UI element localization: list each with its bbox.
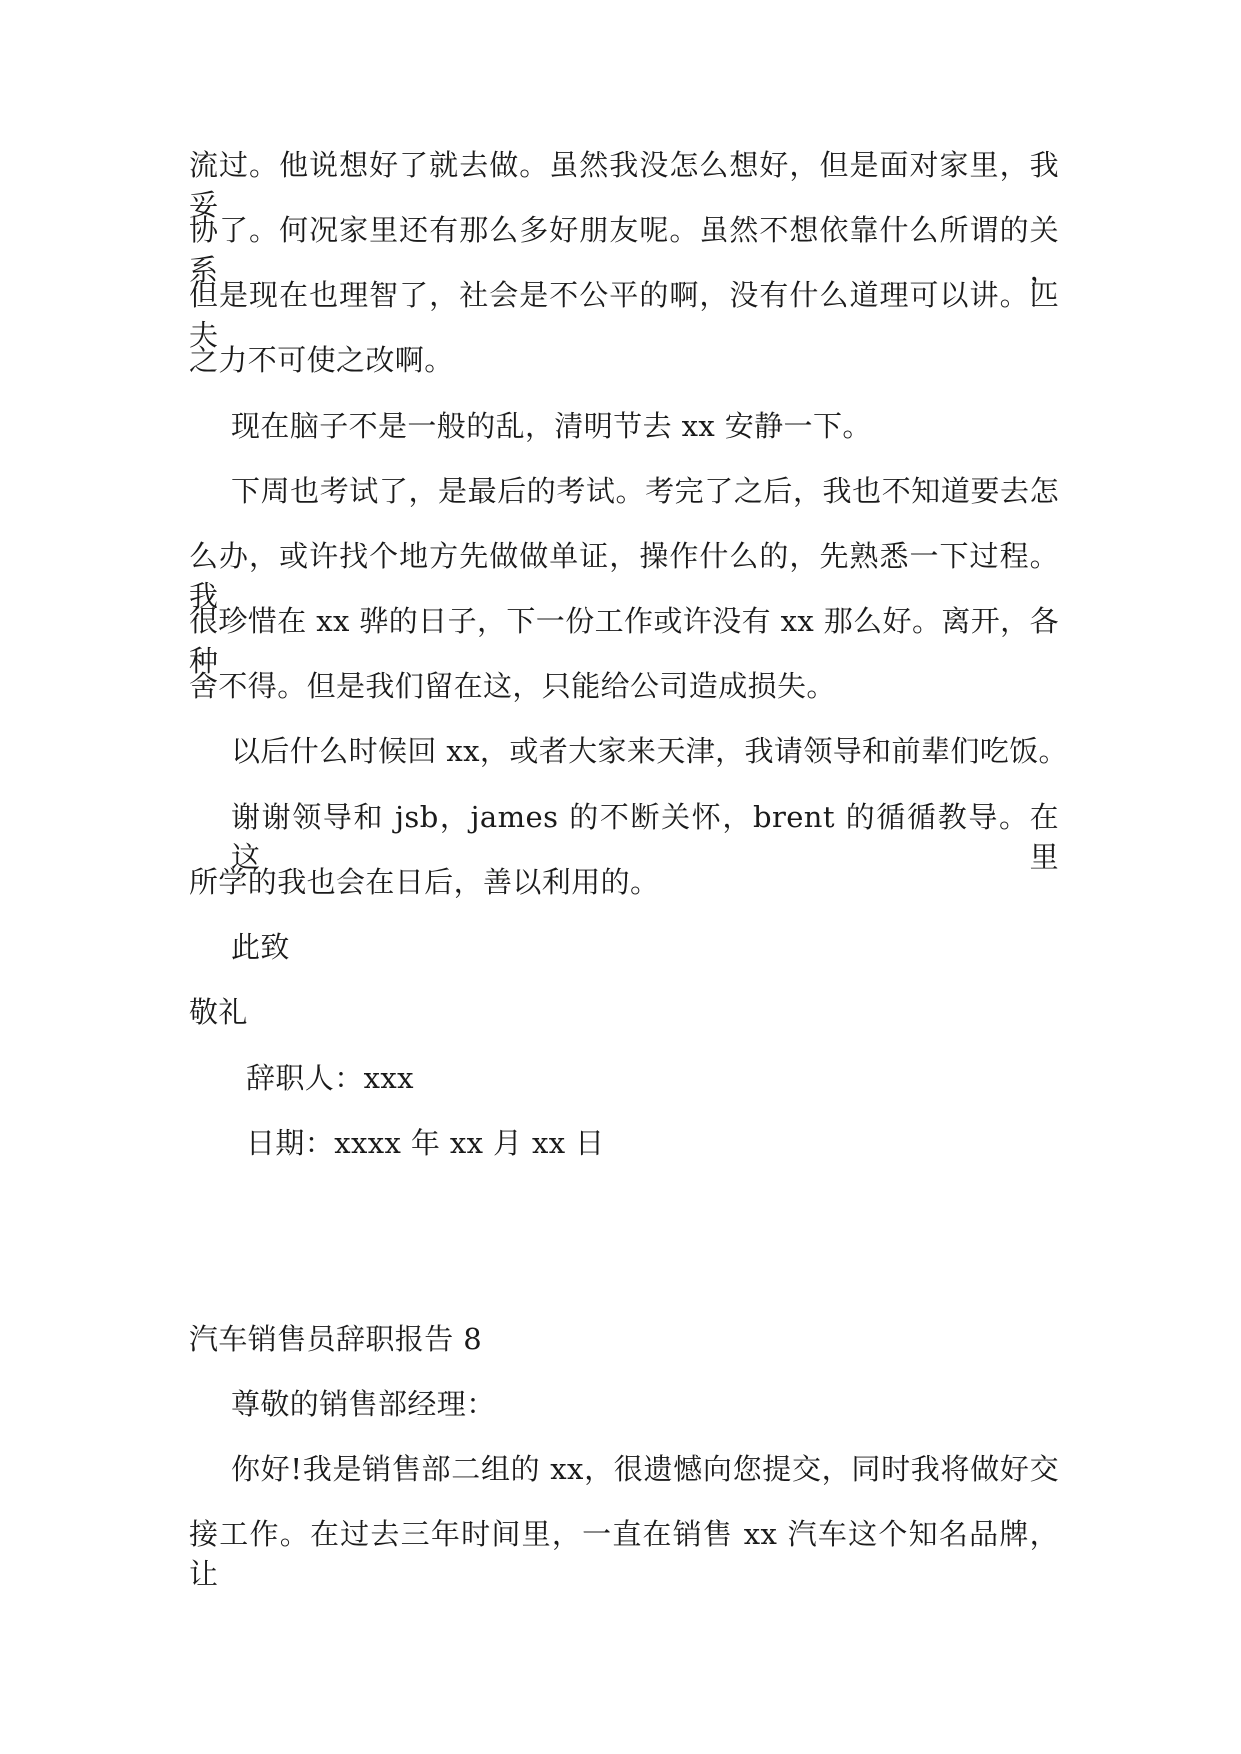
- closing-regards: 敬礼: [189, 995, 248, 1029]
- paragraph-line: 以后什么时候回 xx，或者大家来天津，我请领导和前辈们吃饭。: [231, 734, 1068, 768]
- paragraph-line: 接工作。在过去三年时间里，一直在销售 xx 汽车这个知名品牌，让: [189, 1517, 1059, 1591]
- greeting-line: 尊敬的销售部经理：: [231, 1387, 496, 1421]
- signature-resigner: 辞职人：xxx: [246, 1061, 414, 1095]
- paragraph-line: 之力不可使之改啊。: [189, 343, 454, 377]
- paragraph-line: 舍不得。但是我们留在这，只能给公司造成损失。: [189, 669, 836, 703]
- paragraph-line: 么办，或许找个地方先做做单证，操作什么的，先熟悉一下过程。我: [189, 539, 1059, 613]
- paragraph-line: 很珍惜在 xx 骅的日子，下一份工作或许没有 xx 那么好。离开，各种: [189, 604, 1059, 678]
- section-title: 汽车销售员辞职报告 8: [189, 1322, 483, 1356]
- closing-salutation: 此致: [231, 930, 290, 964]
- paragraph-line: 现在脑子不是一般的乱，清明节去 xx 安静一下。: [231, 409, 872, 443]
- paragraph-line: 流过。他说想好了就去做。虽然我没怎么想好，但是面对家里，我妥: [189, 148, 1059, 222]
- paragraph-line: 但是现在也理智了，社会是不公平的啊，没有什么道理可以讲。匹夫: [189, 278, 1059, 352]
- paragraph-line: 谢谢领导和 jsb，james 的不断关怀，brent 的循循教导。在这里: [231, 800, 1059, 874]
- paragraph-line: 协了。何况家里还有那么多好朋友呢。虽然不想依靠什么所谓的关系，: [189, 213, 1059, 287]
- signature-date: 日期：xxxx 年 xx 月 xx 日: [246, 1126, 605, 1160]
- paragraph-line: 所学的我也会在日后，善以利用的。: [189, 865, 660, 899]
- paragraph-line: 你好!我是销售部二组的 xx，很遗憾向您提交，同时我将做好交: [231, 1452, 1059, 1486]
- paragraph-line: 下周也考试了，是最后的考试。考完了之后，我也不知道要去怎: [231, 474, 1059, 508]
